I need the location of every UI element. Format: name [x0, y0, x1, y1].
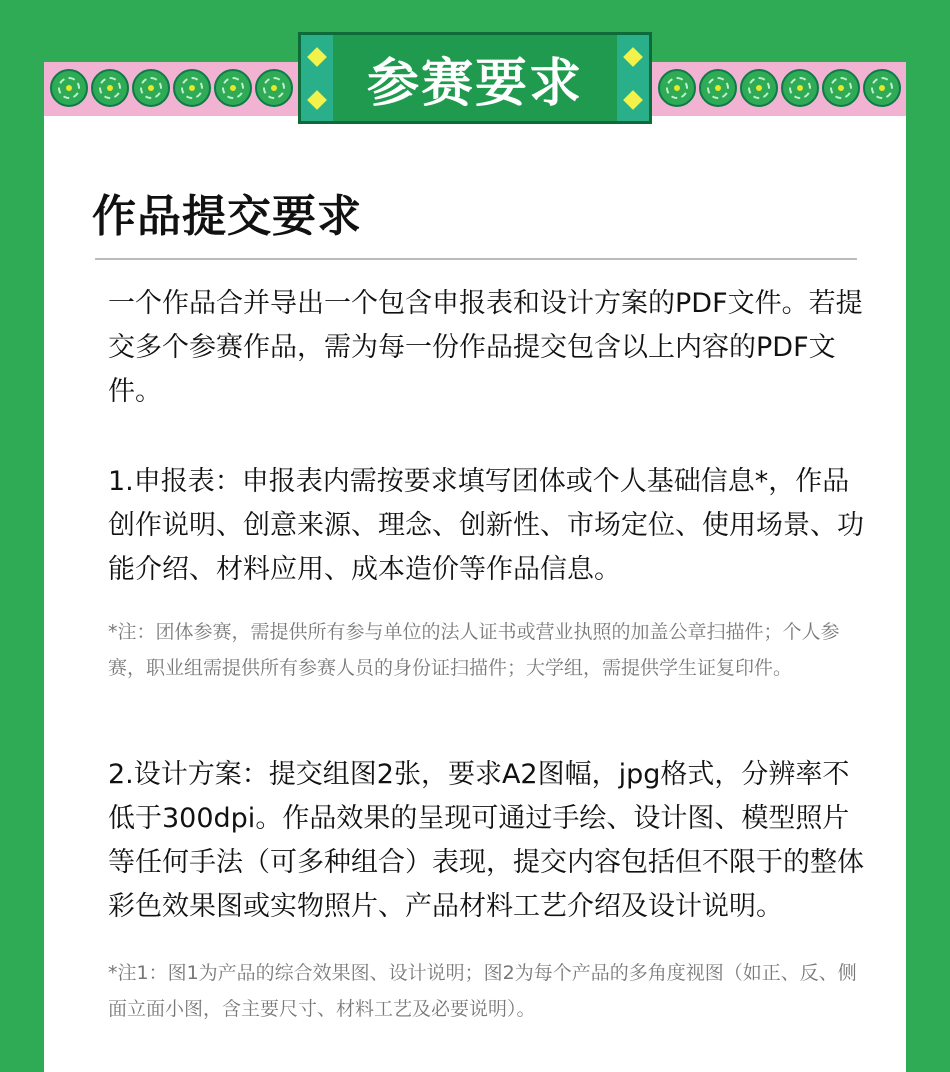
flower-ornament-icon	[132, 69, 170, 107]
diamond-ornament-icon	[307, 90, 327, 110]
note-design-plan: *注1：图1为产品的综合效果图、设计说明；图2为每个产品的多角度视图（如正、反、侧面立面小图，含主要尺寸、材料工艺及必要说明）。	[108, 962, 857, 1020]
flower-ornament-icon	[781, 69, 819, 107]
diamond-ornament-icon	[623, 90, 643, 110]
flower-ornament-icon	[91, 69, 129, 107]
corner-ornament-left	[301, 35, 333, 121]
flower-ornament-icon	[699, 69, 737, 107]
banner-title: 参赛要求	[366, 53, 583, 114]
flower-ornament-icon	[658, 69, 696, 107]
banner-title-box	[298, 32, 652, 124]
diamond-ornament-icon	[623, 47, 643, 67]
diamond-ornament-icon	[307, 47, 327, 67]
flower-row-left	[50, 69, 293, 109]
heading-divider	[95, 258, 857, 260]
flower-ornament-icon	[863, 69, 901, 107]
note-application-form: *注：团体参赛，需提供所有参与单位的法人证书或营业执照的加盖公章扫描件；个人参赛，职业组需提供所有参赛人员的身份证扫描件；大学组，需提供学生证复印件。	[108, 621, 840, 679]
flower-row-right	[658, 69, 901, 109]
flower-ornament-icon	[822, 69, 860, 107]
item-design-plan: 2.设计方案：提交组图2张，要求A2图幅，jpg格式，分辨率不低于300dpi。作品效果的呈现可通过手绘、设计图、模型照片等任何手法（可多种组合）表现，提交内容包括但不限于的整体彩色效果图或实物照片、产品材料工艺介绍及设计说明。	[108, 759, 864, 922]
corner-ornament-right	[617, 35, 649, 121]
flower-ornament-icon	[50, 69, 88, 107]
item-application-form: 1.申报表：申报表内需按要求填写团体或个人基础信息*，作品创作说明、创意来源、理念、创新性、市场定位、使用场景、功能介绍、材料应用、成本造价等作品信息。	[108, 466, 864, 585]
flower-ornament-icon	[255, 69, 293, 107]
section-heading: 作品提交要求	[92, 191, 362, 242]
intro-paragraph: 一个作品合并导出一个包含申报表和设计方案的PDF文件。若提交多个参赛作品，需为每一份作品提交包含以上内容的PDF文件。	[108, 288, 863, 407]
flower-ornament-icon	[740, 69, 778, 107]
flower-ornament-icon	[214, 69, 252, 107]
flower-ornament-icon	[173, 69, 211, 107]
